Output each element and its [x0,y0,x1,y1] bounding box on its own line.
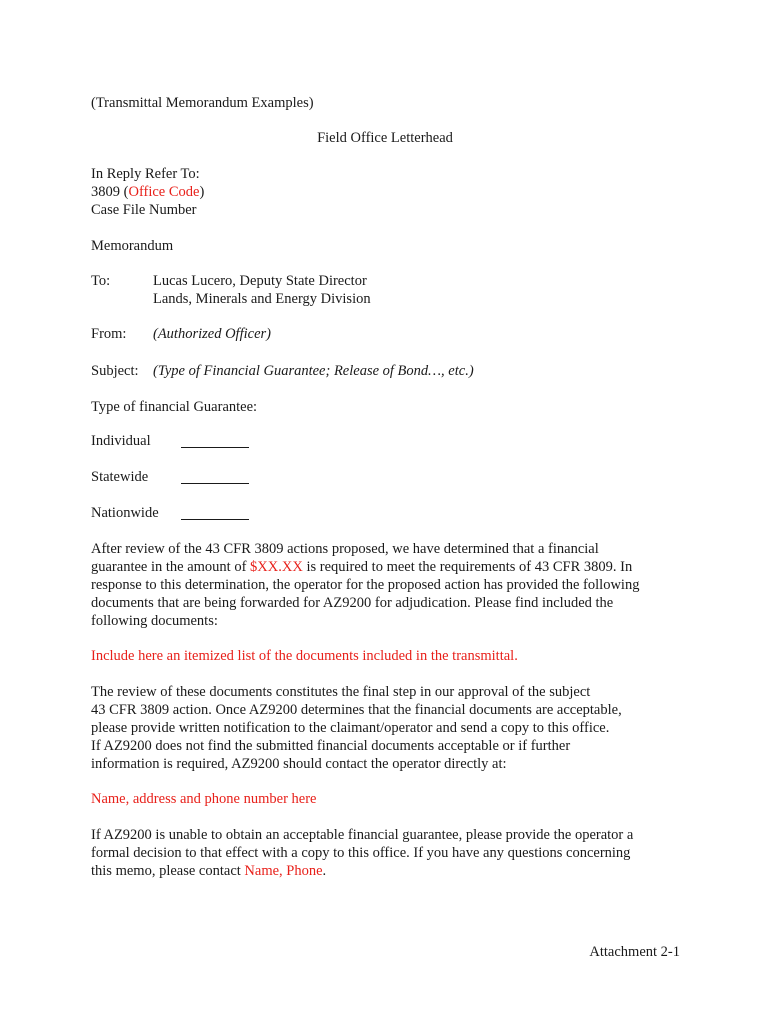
statewide-blank-line [181,483,249,484]
paragraph-line: please provide written notification to the claimant/operator and send a copy to this office. [91,720,610,736]
reply-refer-label: In Reply Refer To: [91,166,200,182]
paragraph-line: 43 CFR 3809 action. Once AZ9200 determines that the financial documents are acceptable, [91,702,622,718]
amount-placeholder: $XX.XX [250,559,303,575]
nationwide-blank-line [181,519,249,520]
to-label: To: [91,273,111,289]
paragraph-line: response to this determination, the operator for the proposed action has provided the following [91,577,640,593]
contact-placeholder: Name, Phone [244,863,323,879]
guarantee-option-nationwide: Nationwide [91,505,159,521]
paragraph-line: following documents: [91,613,218,629]
memorandum-title: Memorandum [91,238,174,254]
guarantee-heading: Type of financial Guarantee: [91,399,258,415]
paragraph-line: information is required, AZ9200 should contact the operator directly at: [91,756,507,772]
individual-blank-line [181,447,249,448]
contact-info-instruction: Name, address and phone number here [91,791,317,807]
memo-examples-note: (Transmittal Memorandum Examples) [91,95,314,111]
amount-lead-text: guarantee in the amount of [91,559,251,575]
paragraph-line: If AZ9200 is unable to obtain an acceptable financial guarantee, please provide the operator a [91,827,634,843]
paragraph-line [91,862,691,880]
paragraph-line: formal decision to that effect with a copy to this office. If you have any questions concerning [91,845,631,861]
letterhead-placeholder: Field Office Letterhead [317,130,453,146]
review-paragraph [91,540,691,630]
code-prefix: 3809 ( [91,184,129,200]
closing-paragraph [91,826,691,880]
from-value: (Authorized Officer) [153,326,271,342]
paragraph-line [91,558,691,576]
office-code-placeholder: Office Code [128,184,200,200]
to-recipient-name: Lucas Lucero, Deputy State Director [153,273,367,289]
contact-trail-text: . [322,863,327,879]
office-code-line [91,183,204,201]
paragraph-line: After review of the 43 CFR 3809 actions proposed, we have determined that a financial [91,541,599,557]
guarantee-option-individual: Individual [91,433,151,449]
to-recipient-division: Lands, Minerals and Energy Division [153,291,371,307]
attachment-label: Attachment 2-1 [589,944,680,960]
approval-paragraph [91,683,691,773]
from-label: From: [91,326,127,342]
subject-label: Subject: [91,363,139,379]
subject-value: (Type of Financial Guarantee; Release of Bond…, etc.) [153,363,474,379]
guarantee-option-statewide: Statewide [91,469,149,485]
amount-trail-text: is required to meet the requirements of 43 CFR 3809. In [302,559,633,575]
code-suffix: ) [199,184,205,200]
case-file-number: Case File Number [91,202,197,218]
itemized-list-instruction: Include here an itemized list of the documents included in the transmittal. [91,648,518,664]
paragraph-line: documents that are being forwarded for AZ9200 for adjudication. Please find included the [91,595,614,611]
paragraph-line: The review of these documents constitutes the final step in our approval of the subject [91,684,591,700]
contact-lead-text: this memo, please contact [91,863,245,879]
paragraph-line: If AZ9200 does not find the submitted financial documents acceptable or if further [91,738,571,754]
